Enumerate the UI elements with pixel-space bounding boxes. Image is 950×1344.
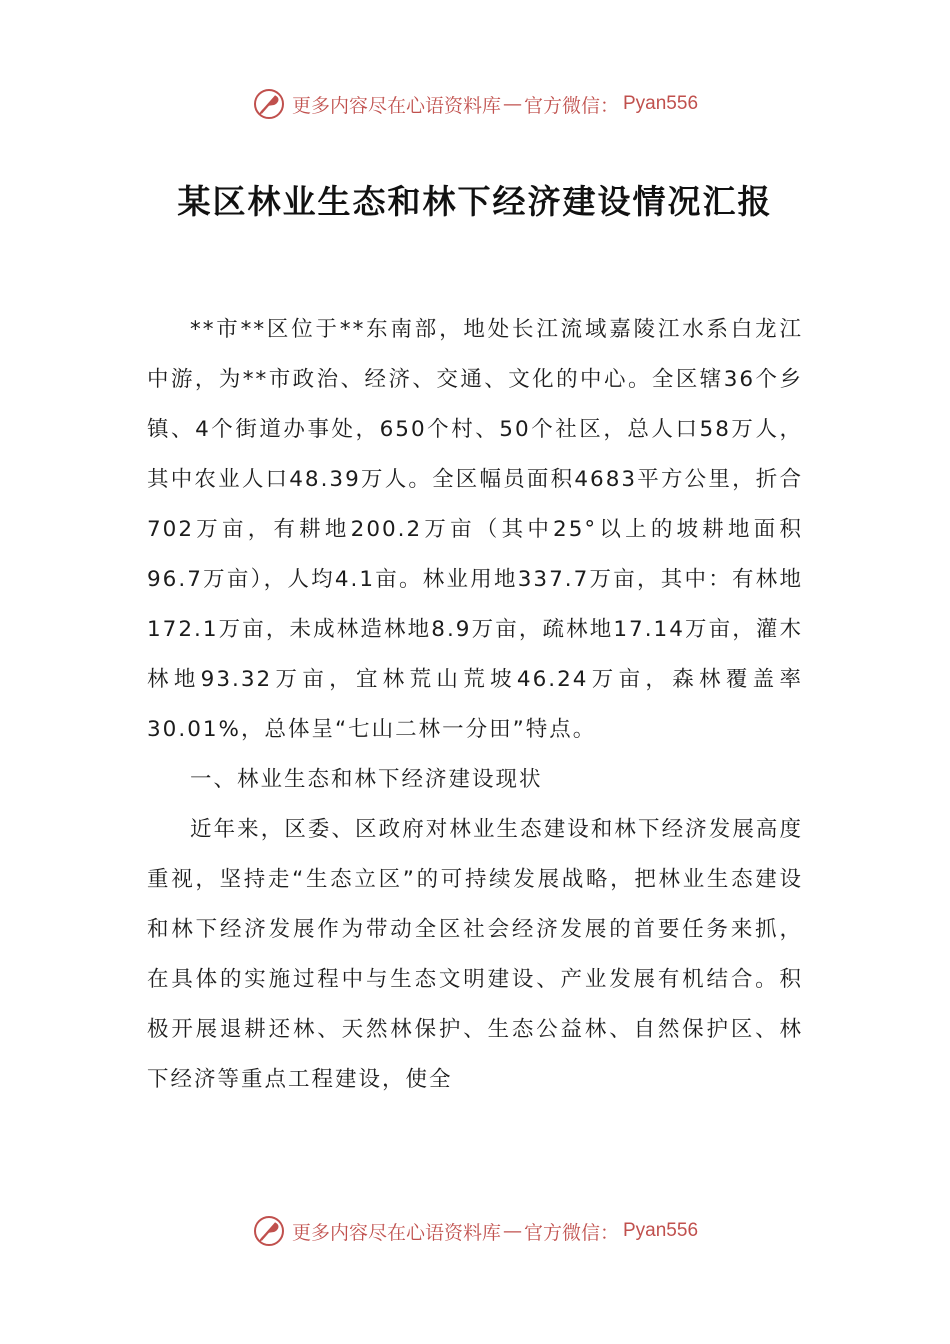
watermark-handle: Pyan556 xyxy=(623,93,699,114)
document-title: 某区林业生态和林下经济建设情况汇报 xyxy=(177,182,773,221)
paragraph-status: 近年来，区委、区政府对林业生态建设和林下经济发展高度重视，坚持走“生态立区”的可持续发展战略，把林业生态建设和林下经济发展作为带动全区社会经济发展的首要任务来抓，在具体的实施过程中与生态文明建设、产业发展有机结合。积极开展退耕还林、天然林保护、生态公益林、自然保护区、林下经济等重点工程建设，使全 xyxy=(147,817,803,1092)
footer-watermark xyxy=(0,1211,950,1251)
watermark-wechat-label: 官方微信： xyxy=(523,1221,619,1244)
paragraph-intro: **市**区位于**东南部，地处长江流域嘉陵江水系白龙江中游，为**市政治、经济、交通、文化的中心。全区辖36个乡镇、4个街道办事处，650个村、50个社区，总人口58万人，其中农业人口48.39万人。全区幅员面积4683平方公里，折合702万亩，有耕地200.2万亩（其中25°以上的坡耕地面积96.7万亩），人均4.1亩。林业用地337.7万亩，其中：有林地172.1万亩，未成林造林地8.9万亩，疏林地17.14万亩，灌木林地93.32万亩，宜林荒山荒坡46.24万亩，森林覆盖率30.01%，总体呈“七山二林一分田”特点。 xyxy=(147,317,803,742)
header-watermark xyxy=(0,84,950,124)
quill-logo-icon xyxy=(252,1214,286,1248)
watermark-handle: Pyan556 xyxy=(623,1220,699,1241)
watermark-text: 更多内容尽在心语资料库 xyxy=(291,1221,501,1244)
watermark-separator: — xyxy=(502,1220,522,1242)
quill-logo-icon xyxy=(252,87,286,121)
section-heading: 一、林业生态和林下经济建设现状 xyxy=(190,767,543,792)
watermark-text: 更多内容尽在心语资料库 xyxy=(291,94,501,117)
watermark-separator: — xyxy=(502,93,522,115)
document-body xyxy=(147,305,803,1105)
watermark-wechat-label: 官方微信： xyxy=(523,94,619,117)
